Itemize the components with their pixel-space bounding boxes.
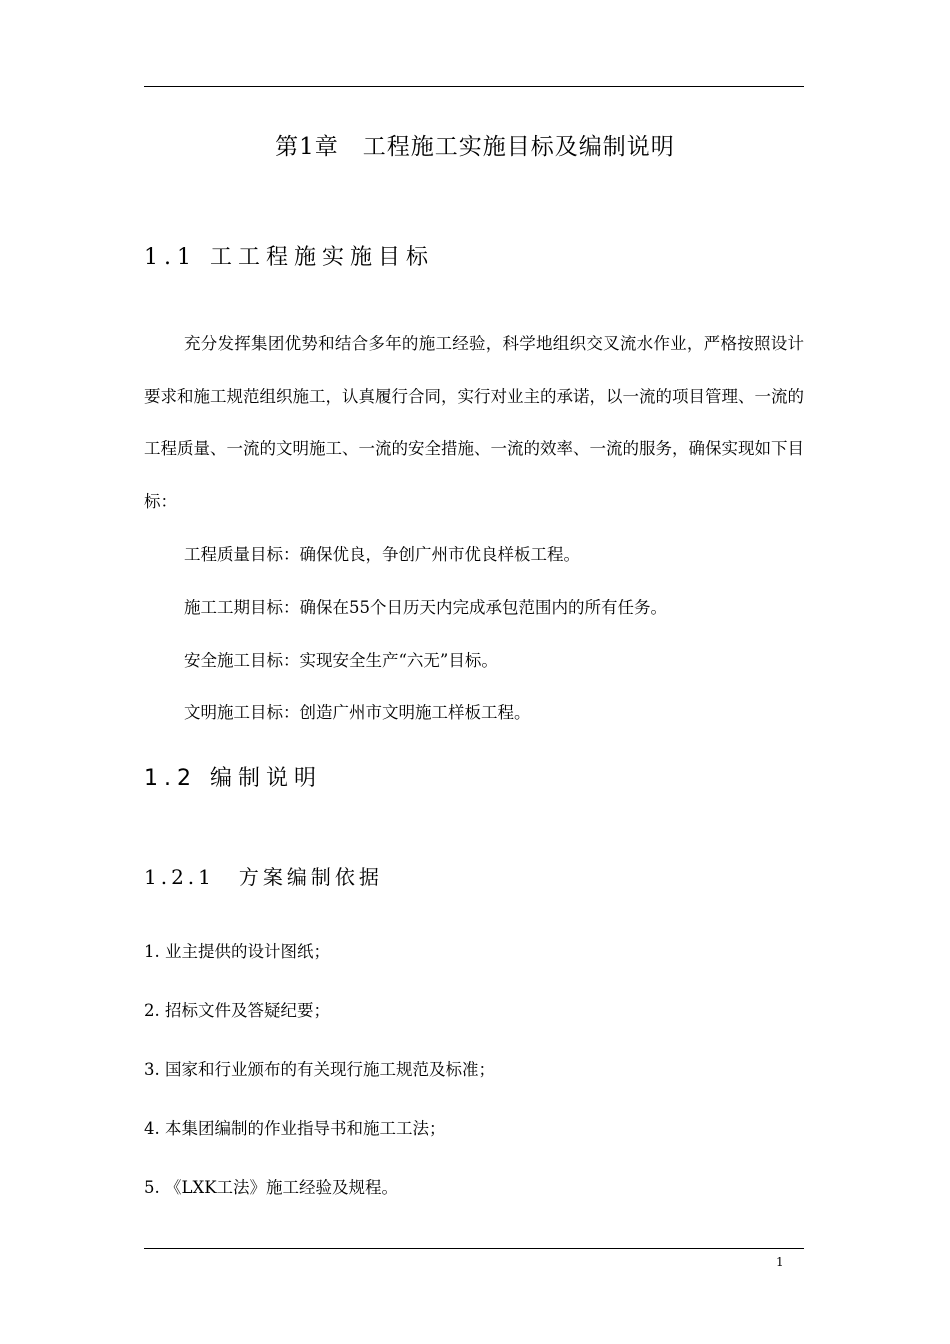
basis-item-5: 5. 《LXK工法》施工经验及规程。 <box>144 1178 399 1197</box>
header-rule <box>144 86 804 87</box>
chapter-title: 第1章 工程施工实施目标及编制说明 <box>275 134 675 160</box>
page-number: 1 <box>776 1255 784 1269</box>
goal-civilized: 文明施工目标：创造广州市文明施工样板工程。 <box>184 703 531 722</box>
goal-schedule: 施工工期目标：确保在55个日历天内完成承包范围内的所有任务。 <box>184 598 667 617</box>
basis-item-3: 3. 国家和行业颁布的有关现行施工规范及标准； <box>144 1060 495 1079</box>
subsection-heading-1-2-1: 1.2.1 方案编制依据 <box>144 865 383 889</box>
section-heading-1-2: 1.2 编制说明 <box>144 766 322 791</box>
basis-item-1: 1. 业主提供的设计图纸； <box>144 942 330 961</box>
goal-quality: 工程质量目标：确保优良，争创广州市优良样板工程。 <box>184 545 580 564</box>
goal-safety: 安全施工目标：实现安全生产“六无”目标。 <box>184 651 498 670</box>
basis-item-4: 4. 本集团编制的作业指导书和施工工法； <box>144 1119 446 1138</box>
basis-item-2: 2. 招标文件及答疑纪要； <box>144 1001 330 1020</box>
intro-paragraph: 充分发挥集团优势和结合多年的施工经验，科学地组织交叉流水作业，严格按照设计要求和施工规范组织施工，认真履行合同，实行对业主的承诺，以一流的项目管理、一流的工程质量、一流的文明施工、一流的安全措施、一流的效率、一流的服务，确保实现如下目标： <box>144 334 804 511</box>
footer-rule <box>144 1248 804 1249</box>
section-heading-1-1: 1.1 工工程施实施目标 <box>144 245 434 270</box>
